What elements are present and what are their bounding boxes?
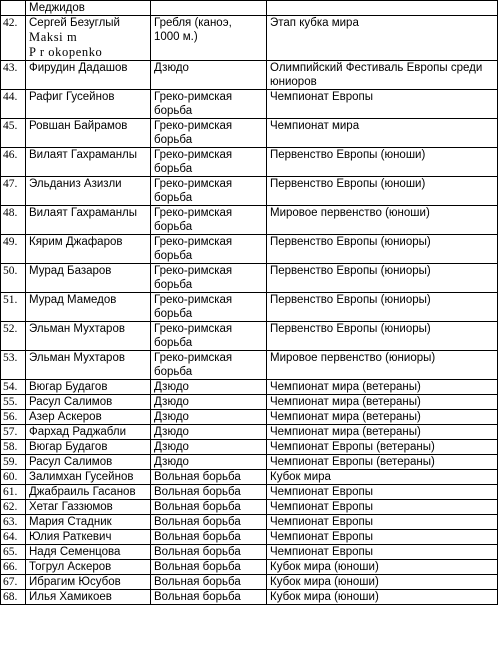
sport-cell xyxy=(151,470,267,485)
name-cell xyxy=(26,1,151,16)
name-cell-line: Эльман Мухтаров xyxy=(29,323,125,335)
sport-cell-line: Греко-римская xyxy=(154,149,233,161)
event-cell xyxy=(267,264,498,293)
sport-cell xyxy=(151,440,267,455)
name-cell-line: Азер Аскеров xyxy=(29,411,102,423)
sport-cell xyxy=(151,380,267,395)
event-cell-line: Кубок мира (юноши) xyxy=(270,561,379,573)
sport-cell-line: 1000 м.) xyxy=(154,31,198,43)
name-cell xyxy=(26,590,151,605)
sport-cell xyxy=(151,500,267,515)
row-number-cell xyxy=(1,1,26,16)
row-number-cell: 64. xyxy=(1,530,26,545)
sport-cell xyxy=(151,119,267,148)
sport-cell-line: борьба xyxy=(154,221,193,233)
sport-cell-line: борьба xyxy=(154,134,193,146)
name-cell xyxy=(26,545,151,560)
row-number-cell: 49. xyxy=(1,235,26,264)
event-cell-line: юниоров xyxy=(270,76,317,88)
sport-cell-line: борьба xyxy=(154,279,193,291)
name-cell xyxy=(26,410,151,425)
event-cell xyxy=(267,293,498,322)
name-cell-line: Надя Семенцова xyxy=(29,546,121,558)
table-row xyxy=(1,530,498,545)
sport-cell-line: Греко-римская xyxy=(154,352,233,364)
row-number-cell: 54. xyxy=(1,380,26,395)
name-cell-extra-line: P r okopenko xyxy=(29,45,103,59)
sport-cell-line: Вольная борьба xyxy=(154,516,241,528)
event-cell xyxy=(267,380,498,395)
table-row xyxy=(1,470,498,485)
name-cell-line: Рафиг Гусейнов xyxy=(29,91,115,103)
table-row xyxy=(1,264,498,293)
sport-cell-line: Вольная борьба xyxy=(154,546,241,558)
event-cell-line: Чемпионат Европы xyxy=(270,91,374,103)
row-number-cell: 52. xyxy=(1,322,26,351)
name-cell-line: Илья Хамикоев xyxy=(29,591,112,603)
sport-cell xyxy=(151,206,267,235)
sport-cell-line: Греко-римская xyxy=(154,178,233,190)
table-row xyxy=(1,395,498,410)
sport-cell-line: Вольная борьба xyxy=(154,501,241,513)
table-row xyxy=(1,119,498,148)
row-number-cell: 45. xyxy=(1,119,26,148)
row-number-cell: 56. xyxy=(1,410,26,425)
row-number-cell: 57. xyxy=(1,425,26,440)
event-cell-line: Олимпийский Фестиваль Европы среди xyxy=(270,62,483,74)
name-cell-line: Вюгар Будагов xyxy=(29,441,108,453)
name-cell-line: Вюгар Будагов xyxy=(29,381,108,393)
event-cell xyxy=(267,470,498,485)
name-cell xyxy=(26,500,151,515)
row-number-cell: 66. xyxy=(1,560,26,575)
row-number-cell: 51. xyxy=(1,293,26,322)
event-cell-line: Чемпионат мира (ветераны) xyxy=(270,381,421,393)
name-cell-line: Фархад Раджабли xyxy=(29,426,127,438)
sport-cell xyxy=(151,1,267,16)
sport-cell xyxy=(151,264,267,293)
table-row xyxy=(1,590,498,605)
sport-cell-line: Вольная борьба xyxy=(154,486,241,498)
event-cell xyxy=(267,455,498,470)
sport-cell-line: борьба xyxy=(154,105,193,117)
name-cell xyxy=(26,560,151,575)
sport-cell xyxy=(151,351,267,380)
name-cell-line: Вилаят Гахраманлы xyxy=(29,149,138,161)
sport-cell-line: Греко-римская xyxy=(154,294,233,306)
name-cell xyxy=(26,206,151,235)
sport-cell-line: Дзюдо xyxy=(154,441,189,453)
table-row xyxy=(1,293,498,322)
row-number-cell: 65. xyxy=(1,545,26,560)
sport-cell-line: борьба xyxy=(154,163,193,175)
row-number-cell: 61. xyxy=(1,485,26,500)
row-number-cell: 53. xyxy=(1,351,26,380)
table-row xyxy=(1,148,498,177)
table-row xyxy=(1,351,498,380)
sport-cell xyxy=(151,410,267,425)
event-cell-line: Чемпионат Европы (ветераны) xyxy=(270,456,435,468)
event-cell-line: Чемпионат мира xyxy=(270,120,360,132)
name-cell xyxy=(26,425,151,440)
name-cell-line: Расул Салимов xyxy=(29,396,113,408)
event-cell-line: Чемпионат мира (ветераны) xyxy=(270,396,421,408)
sport-cell xyxy=(151,590,267,605)
event-cell xyxy=(267,61,498,90)
name-cell xyxy=(26,148,151,177)
row-number-cell: 63. xyxy=(1,515,26,530)
event-cell xyxy=(267,485,498,500)
event-cell-line: Первенство Европы (юноши) xyxy=(270,149,426,161)
event-cell-line: Первенство Европы (юниоры) xyxy=(270,265,431,277)
row-number-cell: 59. xyxy=(1,455,26,470)
event-cell-line: Чемпионат Европы xyxy=(270,486,374,498)
sport-cell xyxy=(151,545,267,560)
table-row xyxy=(1,425,498,440)
name-cell xyxy=(26,16,151,61)
table-row xyxy=(1,90,498,119)
table-row xyxy=(1,380,498,395)
table-row xyxy=(1,575,498,590)
name-cell-line: Мурад Мамедов xyxy=(29,294,117,306)
sport-cell xyxy=(151,425,267,440)
sport-cell-line: борьба xyxy=(154,308,193,320)
sport-cell-line: Вольная борьба xyxy=(154,591,241,603)
event-cell xyxy=(267,1,498,16)
table-row xyxy=(1,206,498,235)
results-table-body xyxy=(1,1,498,605)
sport-cell xyxy=(151,455,267,470)
event-cell-line: Этап кубка мира xyxy=(270,17,359,29)
sport-cell xyxy=(151,61,267,90)
event-cell-line: Чемпионат Европы xyxy=(270,501,374,513)
sport-cell-line: Вольная борьба xyxy=(154,471,241,483)
row-number-cell: 68. xyxy=(1,590,26,605)
row-number-cell: 42. xyxy=(1,16,26,61)
table-row xyxy=(1,485,498,500)
name-cell xyxy=(26,90,151,119)
event-cell xyxy=(267,395,498,410)
sport-cell-line: Вольная борьба xyxy=(154,576,241,588)
event-cell-line: Первенство Европы (юниоры) xyxy=(270,294,431,306)
name-cell xyxy=(26,470,151,485)
event-cell xyxy=(267,560,498,575)
sport-cell-line: Греко-римская xyxy=(154,323,233,335)
row-number-cell: 50. xyxy=(1,264,26,293)
event-cell-line: Чемпионат Европы xyxy=(270,546,374,558)
row-number-cell: 44. xyxy=(1,90,26,119)
sport-cell-line: Дзюдо xyxy=(154,456,189,468)
table-row xyxy=(1,61,498,90)
event-cell xyxy=(267,177,498,206)
table-row xyxy=(1,560,498,575)
table-row xyxy=(1,515,498,530)
event-cell-line: Кубок мира (юноши) xyxy=(270,591,379,603)
table-row xyxy=(1,500,498,515)
name-cell-line: Кярим Джафаров xyxy=(29,236,123,248)
name-cell xyxy=(26,440,151,455)
event-cell xyxy=(267,16,498,61)
sport-cell-line: Дзюдо xyxy=(154,426,189,438)
event-cell-line: Первенство Европы (юниоры) xyxy=(270,236,431,248)
sport-cell xyxy=(151,235,267,264)
name-cell-line: Залимхан Гусейнов xyxy=(29,471,134,483)
event-cell-line: Первенство Европы (юниоры) xyxy=(270,323,431,335)
event-cell xyxy=(267,440,498,455)
name-cell xyxy=(26,119,151,148)
name-cell-line: Джабраиль Гасанов xyxy=(29,486,136,498)
name-cell-line: Тогрул Аскеров xyxy=(29,561,112,573)
table-row xyxy=(1,322,498,351)
event-cell xyxy=(267,206,498,235)
event-cell xyxy=(267,530,498,545)
sport-cell-line: Вольная борьба xyxy=(154,561,241,573)
name-cell-line: Эльман Мухтаров xyxy=(29,352,125,364)
sport-cell-line: борьба xyxy=(154,192,193,204)
event-cell-line: Первенство Европы (юноши) xyxy=(270,178,426,190)
sport-cell-line: Вольная борьба xyxy=(154,531,241,543)
name-cell xyxy=(26,380,151,395)
name-cell xyxy=(26,530,151,545)
event-cell-line: Чемпионат мира (ветераны) xyxy=(270,411,421,423)
sport-cell xyxy=(151,485,267,500)
row-number-cell: 67. xyxy=(1,575,26,590)
event-cell-line: Мировое первенство (юниоры) xyxy=(270,352,436,364)
name-cell xyxy=(26,575,151,590)
name-cell xyxy=(26,455,151,470)
event-cell xyxy=(267,148,498,177)
sport-cell-line: Дзюдо xyxy=(154,411,189,423)
event-cell xyxy=(267,410,498,425)
table-row xyxy=(1,410,498,425)
name-cell-line: Меджидов xyxy=(29,2,85,14)
event-cell xyxy=(267,425,498,440)
table-row-fragment xyxy=(1,1,498,16)
event-cell-line: Чемпионат Европы xyxy=(270,516,374,528)
event-cell xyxy=(267,119,498,148)
event-cell-line: Чемпионат Европы xyxy=(270,531,374,543)
sport-cell-line: борьба xyxy=(154,366,193,378)
sport-cell xyxy=(151,16,267,61)
name-cell xyxy=(26,293,151,322)
event-cell xyxy=(267,515,498,530)
name-cell xyxy=(26,351,151,380)
sport-cell xyxy=(151,530,267,545)
name-cell-line: Ибрагим Юсубов xyxy=(29,576,121,588)
row-number-cell: 62. xyxy=(1,500,26,515)
sport-cell xyxy=(151,177,267,206)
event-cell xyxy=(267,351,498,380)
name-cell-line: Мурад Базаров xyxy=(29,265,112,277)
event-cell-line: Кубок мира xyxy=(270,471,331,483)
name-cell-line: Расул Салимов xyxy=(29,456,113,468)
sport-cell-line: Дзюдо xyxy=(154,62,189,74)
sport-cell xyxy=(151,515,267,530)
sport-cell-line: Гребля (каноэ, xyxy=(154,17,232,29)
name-cell-line: Вилаят Гахраманлы xyxy=(29,207,138,219)
sport-cell-line: борьба xyxy=(154,250,193,262)
name-cell xyxy=(26,61,151,90)
sport-cell xyxy=(151,90,267,119)
event-cell xyxy=(267,322,498,351)
name-cell-line: Ровшан Байрамов xyxy=(29,120,128,132)
row-number-cell: 43. xyxy=(1,61,26,90)
name-cell xyxy=(26,322,151,351)
event-cell-line: Чемпионат мира (ветераны) xyxy=(270,426,421,438)
event-cell-line: Чемпионат Европы (ветераны) xyxy=(270,441,435,453)
row-number-cell: 46. xyxy=(1,148,26,177)
event-cell xyxy=(267,590,498,605)
name-cell xyxy=(26,177,151,206)
name-cell xyxy=(26,515,151,530)
sport-cell-line: Греко-римская xyxy=(154,265,233,277)
name-cell-line: Мария Стадник xyxy=(29,516,112,528)
sport-cell-line: Дзюдо xyxy=(154,381,189,393)
sport-cell xyxy=(151,148,267,177)
sport-cell-line: Греко-римская xyxy=(154,120,233,132)
sport-cell-line: Греко-римская xyxy=(154,207,233,219)
name-cell-line: Фирудин Дадашов xyxy=(29,62,128,74)
table-row xyxy=(1,545,498,560)
table-row xyxy=(1,455,498,470)
table-row xyxy=(1,177,498,206)
sport-cell xyxy=(151,293,267,322)
event-cell-line: Мировое первенство (юноши) xyxy=(270,207,430,219)
table-row xyxy=(1,440,498,455)
row-number-cell: 60. xyxy=(1,470,26,485)
sport-cell xyxy=(151,575,267,590)
name-cell-line: Эльданиз Азизли xyxy=(29,178,122,190)
row-number-cell: 47. xyxy=(1,177,26,206)
name-cell xyxy=(26,235,151,264)
name-cell-extra-line: Maksi m xyxy=(29,30,78,44)
event-cell xyxy=(267,90,498,119)
name-cell xyxy=(26,395,151,410)
name-cell xyxy=(26,485,151,500)
event-cell-line: Кубок мира (юноши) xyxy=(270,576,379,588)
table-row xyxy=(1,235,498,264)
sport-cell xyxy=(151,395,267,410)
event-cell xyxy=(267,235,498,264)
event-cell xyxy=(267,575,498,590)
row-number-cell: 58. xyxy=(1,440,26,455)
event-cell xyxy=(267,500,498,515)
row-number-cell: 55. xyxy=(1,395,26,410)
table-row xyxy=(1,16,498,61)
sport-cell xyxy=(151,560,267,575)
sport-cell xyxy=(151,322,267,351)
sport-cell-line: борьба xyxy=(154,337,193,349)
event-cell xyxy=(267,545,498,560)
row-number-cell: 48. xyxy=(1,206,26,235)
sport-cell-line: Дзюдо xyxy=(154,396,189,408)
name-cell-line: Юлия Раткевич xyxy=(29,531,112,543)
sport-cell-line: Греко-римская xyxy=(154,236,233,248)
name-cell-line: Сергей Безуглый xyxy=(29,17,120,29)
sport-cell-line: Греко-римская xyxy=(154,91,233,103)
name-cell-line: Хетаг Газзюмов xyxy=(29,501,113,513)
name-cell xyxy=(26,264,151,293)
